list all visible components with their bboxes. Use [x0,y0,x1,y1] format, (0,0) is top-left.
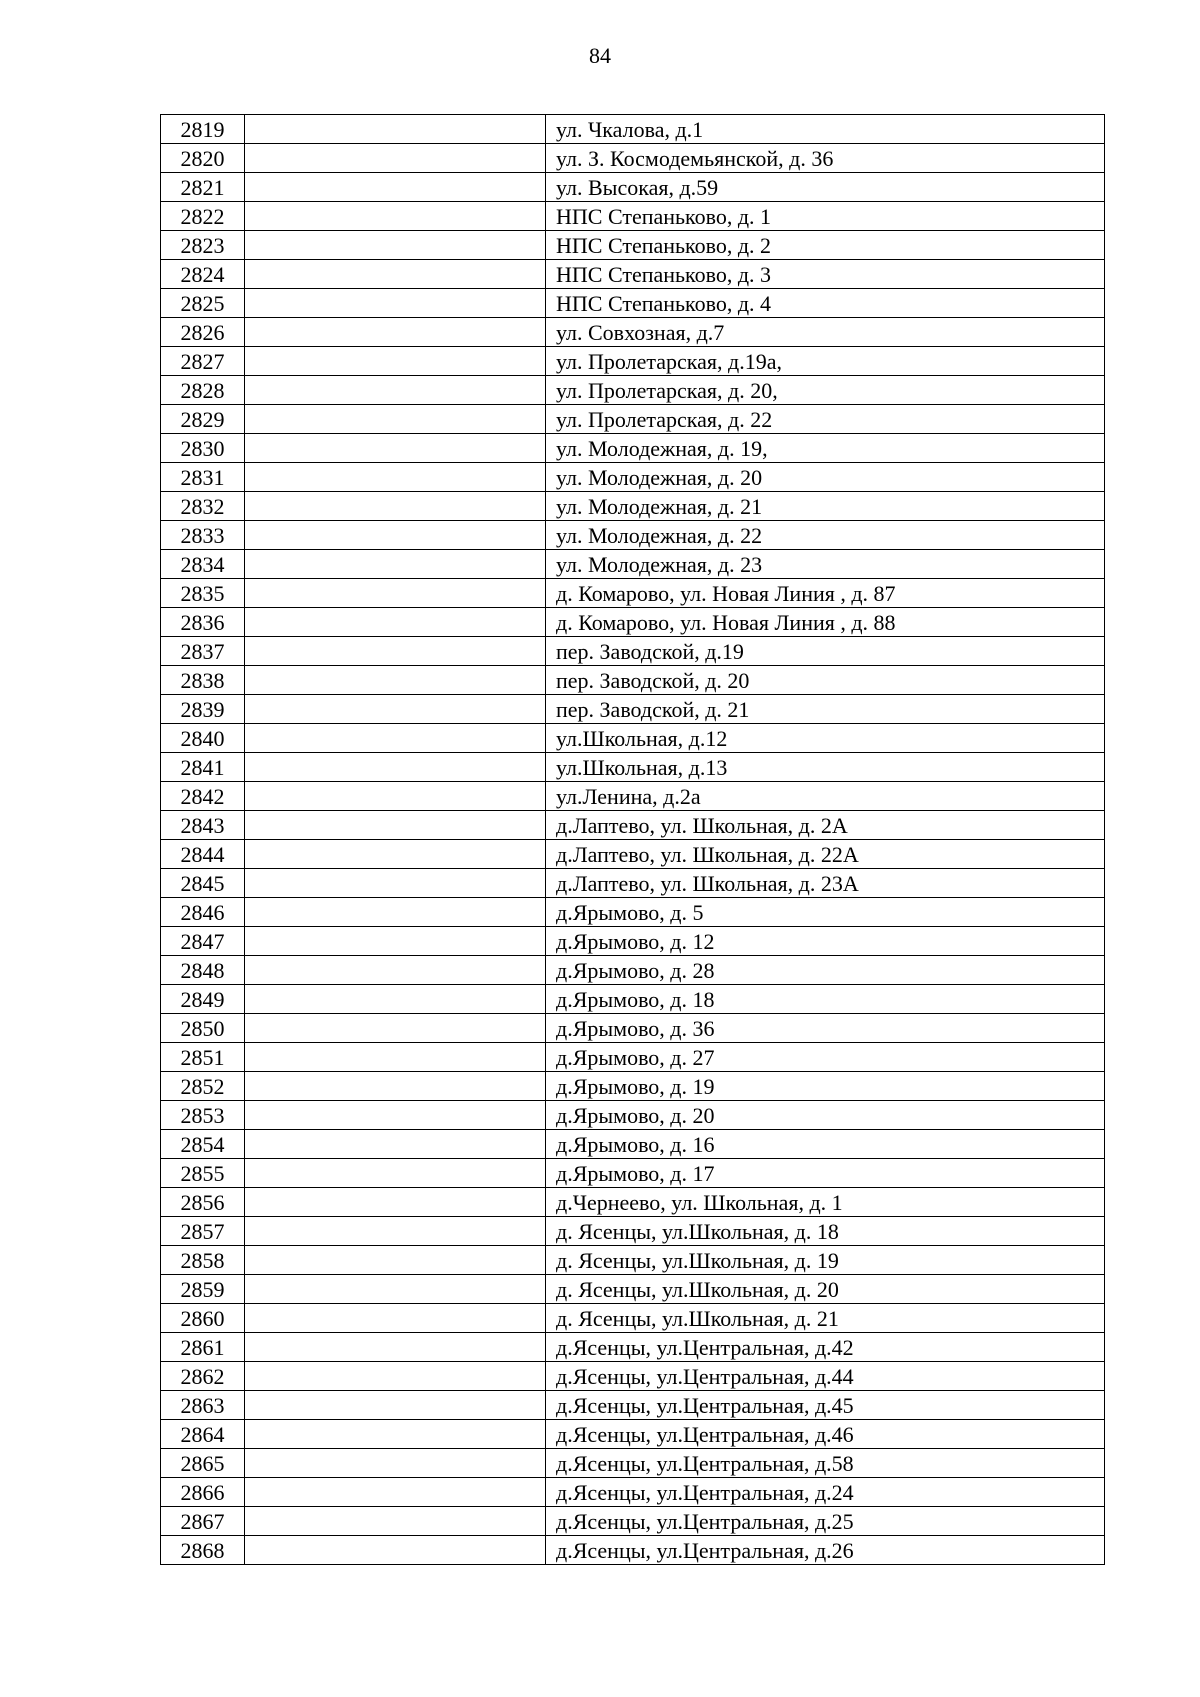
row-number-cell: 2822 [161,202,245,231]
row-number-cell: 2841 [161,753,245,782]
address-cell: д.Ясенцы, ул.Центральная, д.45 [546,1391,1105,1420]
empty-cell [245,811,546,840]
table-row [161,1333,1105,1362]
row-number-cell: 2839 [161,695,245,724]
row-number-cell: 2819 [161,115,245,144]
empty-cell [245,840,546,869]
table-row [161,753,1105,782]
table-row [161,173,1105,202]
row-number-cell: 2831 [161,463,245,492]
row-number-cell: 2851 [161,1043,245,1072]
row-number-cell: 2847 [161,927,245,956]
row-number-cell: 2846 [161,898,245,927]
table-row [161,376,1105,405]
empty-cell [245,1536,546,1565]
table-row [161,463,1105,492]
empty-cell [245,782,546,811]
empty-cell [245,521,546,550]
empty-cell [245,115,546,144]
row-number-cell: 2820 [161,144,245,173]
table-row [161,695,1105,724]
table-row [161,637,1105,666]
row-number-cell: 2830 [161,434,245,463]
empty-cell [245,579,546,608]
empty-cell [245,231,546,260]
empty-cell [245,289,546,318]
row-number-cell: 2868 [161,1536,245,1565]
empty-cell [245,637,546,666]
table-row [161,927,1105,956]
table-row [161,202,1105,231]
row-number-cell: 2856 [161,1188,245,1217]
table-row [161,1217,1105,1246]
row-number-cell: 2864 [161,1420,245,1449]
empty-cell [245,1043,546,1072]
empty-cell [245,1217,546,1246]
row-number-cell: 2834 [161,550,245,579]
row-number-cell: 2845 [161,869,245,898]
table-row [161,1014,1105,1043]
row-number-cell: 2829 [161,405,245,434]
row-number-cell: 2832 [161,492,245,521]
address-cell: пер. Заводской, д.19 [546,637,1105,666]
empty-cell [245,1188,546,1217]
address-cell: д.Лаптево, ул. Школьная, д. 2А [546,811,1105,840]
address-cell: д.Ярымово, д. 20 [546,1101,1105,1130]
empty-cell [245,1072,546,1101]
table-row [161,1507,1105,1536]
table-row [161,782,1105,811]
empty-cell [245,1362,546,1391]
empty-cell [245,463,546,492]
row-number-cell: 2855 [161,1159,245,1188]
empty-cell [245,898,546,927]
row-number-cell: 2844 [161,840,245,869]
address-cell: ул. Молодежная, д. 22 [546,521,1105,550]
empty-cell [245,985,546,1014]
table-row [161,869,1105,898]
address-cell: ул. Пролетарская, д. 22 [546,405,1105,434]
address-cell: д.Лаптево, ул. Школьная, д. 22А [546,840,1105,869]
empty-cell [245,1014,546,1043]
address-cell: ул. Молодежная, д. 23 [546,550,1105,579]
table-row [161,1159,1105,1188]
empty-cell [245,1130,546,1159]
empty-cell [245,347,546,376]
table-row [161,1130,1105,1159]
empty-cell [245,1333,546,1362]
table-row [161,666,1105,695]
empty-cell [245,202,546,231]
empty-cell [245,1420,546,1449]
row-number-cell: 2824 [161,260,245,289]
address-cell: д. Ясенцы, ул.Школьная, д. 18 [546,1217,1105,1246]
address-cell: ул. Пролетарская, д.19а, [546,347,1105,376]
address-cell: НПС Степаньково, д. 2 [546,231,1105,260]
address-cell: ул. Молодежная, д. 19, [546,434,1105,463]
address-cell: д. Ясенцы, ул.Школьная, д. 20 [546,1275,1105,1304]
address-cell: д.Ярымово, д. 28 [546,956,1105,985]
empty-cell [245,666,546,695]
empty-cell [245,405,546,434]
address-cell: д. Ясенцы, ул.Школьная, д. 21 [546,1304,1105,1333]
address-cell: ул. Молодежная, д. 21 [546,492,1105,521]
table-row [161,1275,1105,1304]
table-row [161,579,1105,608]
address-cell: ул. Совхозная, д.7 [546,318,1105,347]
row-number-cell: 2833 [161,521,245,550]
address-cell: НПС Степаньково, д. 4 [546,289,1105,318]
empty-cell [245,724,546,753]
table-row [161,521,1105,550]
empty-cell [245,1507,546,1536]
row-number-cell: 2850 [161,1014,245,1043]
table-row [161,608,1105,637]
row-number-cell: 2837 [161,637,245,666]
row-number-cell: 2857 [161,1217,245,1246]
address-cell: д.Ясенцы, ул.Центральная, д.24 [546,1478,1105,1507]
row-number-cell: 2826 [161,318,245,347]
address-cell: ул. Чкалова, д.1 [546,115,1105,144]
table-row [161,956,1105,985]
address-cell: д.Лаптево, ул. Школьная, д. 23А [546,869,1105,898]
row-number-cell: 2853 [161,1101,245,1130]
empty-cell [245,260,546,289]
row-number-cell: 2828 [161,376,245,405]
table-row [161,985,1105,1014]
empty-cell [245,173,546,202]
empty-cell [245,869,546,898]
row-number-cell: 2860 [161,1304,245,1333]
address-cell: д.Чернеево, ул. Школьная, д. 1 [546,1188,1105,1217]
table-row [161,434,1105,463]
address-cell: д.Ярымово, д. 16 [546,1130,1105,1159]
address-cell: ул.Ленина, д.2а [546,782,1105,811]
row-number-cell: 2854 [161,1130,245,1159]
table-row [161,898,1105,927]
address-cell: д.Ясенцы, ул.Центральная, д.25 [546,1507,1105,1536]
empty-cell [245,695,546,724]
address-cell: д.Ярымово, д. 36 [546,1014,1105,1043]
empty-cell [245,1449,546,1478]
row-number-cell: 2842 [161,782,245,811]
address-cell: д. Ясенцы, ул.Школьная, д. 19 [546,1246,1105,1275]
address-cell: НПС Степаньково, д. 3 [546,260,1105,289]
address-cell: пер. Заводской, д. 21 [546,695,1105,724]
row-number-cell: 2865 [161,1449,245,1478]
address-cell: д.Ярымово, д. 12 [546,927,1105,956]
table-row [161,1304,1105,1333]
empty-cell [245,434,546,463]
table-row [161,1362,1105,1391]
row-number-cell: 2827 [161,347,245,376]
empty-cell [245,1391,546,1420]
empty-cell [245,1304,546,1333]
address-cell: НПС Степаньково, д. 1 [546,202,1105,231]
empty-cell [245,318,546,347]
address-cell: ул. З. Космодемьянской, д. 36 [546,144,1105,173]
address-cell: пер. Заводской, д. 20 [546,666,1105,695]
table-row [161,115,1105,144]
table-row [161,1478,1105,1507]
table-row [161,550,1105,579]
empty-cell [245,1478,546,1507]
address-cell: д.Ярымово, д. 18 [546,985,1105,1014]
table-row [161,840,1105,869]
table-row [161,1391,1105,1420]
address-cell: ул. Пролетарская, д. 20, [546,376,1105,405]
address-cell: ул.Школьная, д.12 [546,724,1105,753]
table-row [161,492,1105,521]
table-row [161,1072,1105,1101]
empty-cell [245,550,546,579]
address-cell: д.Ясенцы, ул.Центральная, д.58 [546,1449,1105,1478]
address-cell: д.Ярымово, д. 19 [546,1072,1105,1101]
empty-cell [245,144,546,173]
table-row [161,318,1105,347]
row-number-cell: 2838 [161,666,245,695]
address-cell: д.Ярымово, д. 27 [546,1043,1105,1072]
table-row [161,1043,1105,1072]
table-row [161,1449,1105,1478]
empty-cell [245,492,546,521]
empty-cell [245,1246,546,1275]
row-number-cell: 2861 [161,1333,245,1362]
row-number-cell: 2835 [161,579,245,608]
table-row [161,1101,1105,1130]
row-number-cell: 2862 [161,1362,245,1391]
address-cell: ул. Высокая, д.59 [546,173,1105,202]
address-cell: д. Комарово, ул. Новая Линия , д. 88 [546,608,1105,637]
row-number-cell: 2863 [161,1391,245,1420]
empty-cell [245,956,546,985]
table-row [161,144,1105,173]
table-row [161,1188,1105,1217]
row-number-cell: 2840 [161,724,245,753]
row-number-cell: 2867 [161,1507,245,1536]
address-cell: ул. Молодежная, д. 20 [546,463,1105,492]
row-number-cell: 2823 [161,231,245,260]
table-row [161,231,1105,260]
row-number-cell: 2843 [161,811,245,840]
row-number-cell: 2859 [161,1275,245,1304]
table-row [161,405,1105,434]
table-row [161,1536,1105,1565]
empty-cell [245,1159,546,1188]
address-cell: д. Комарово, ул. Новая Линия , д. 87 [546,579,1105,608]
row-number-cell: 2821 [161,173,245,202]
address-cell: д.Ярымово, д. 5 [546,898,1105,927]
row-number-cell: 2825 [161,289,245,318]
address-table [160,114,1105,1565]
table-body [161,115,1105,1565]
address-cell: д.Ясенцы, ул.Центральная, д.46 [546,1420,1105,1449]
empty-cell [245,1275,546,1304]
empty-cell [245,1101,546,1130]
row-number-cell: 2866 [161,1478,245,1507]
table-row [161,724,1105,753]
row-number-cell: 2848 [161,956,245,985]
table-row [161,811,1105,840]
empty-cell [245,753,546,782]
table-row [161,260,1105,289]
empty-cell [245,927,546,956]
address-cell: д.Ясенцы, ул.Центральная, д.26 [546,1536,1105,1565]
address-cell: д.Ясенцы, ул.Центральная, д.42 [546,1333,1105,1362]
address-cell: д.Ярымово, д. 17 [546,1159,1105,1188]
row-number-cell: 2849 [161,985,245,1014]
row-number-cell: 2852 [161,1072,245,1101]
address-cell: д.Ясенцы, ул.Центральная, д.44 [546,1362,1105,1391]
empty-cell [245,376,546,405]
table-row [161,1420,1105,1449]
empty-cell [245,608,546,637]
address-cell: ул.Школьная, д.13 [546,753,1105,782]
page-number: 84 [589,43,611,68]
table-row [161,289,1105,318]
table-row [161,1246,1105,1275]
row-number-cell: 2836 [161,608,245,637]
row-number-cell: 2858 [161,1246,245,1275]
table-row [161,347,1105,376]
